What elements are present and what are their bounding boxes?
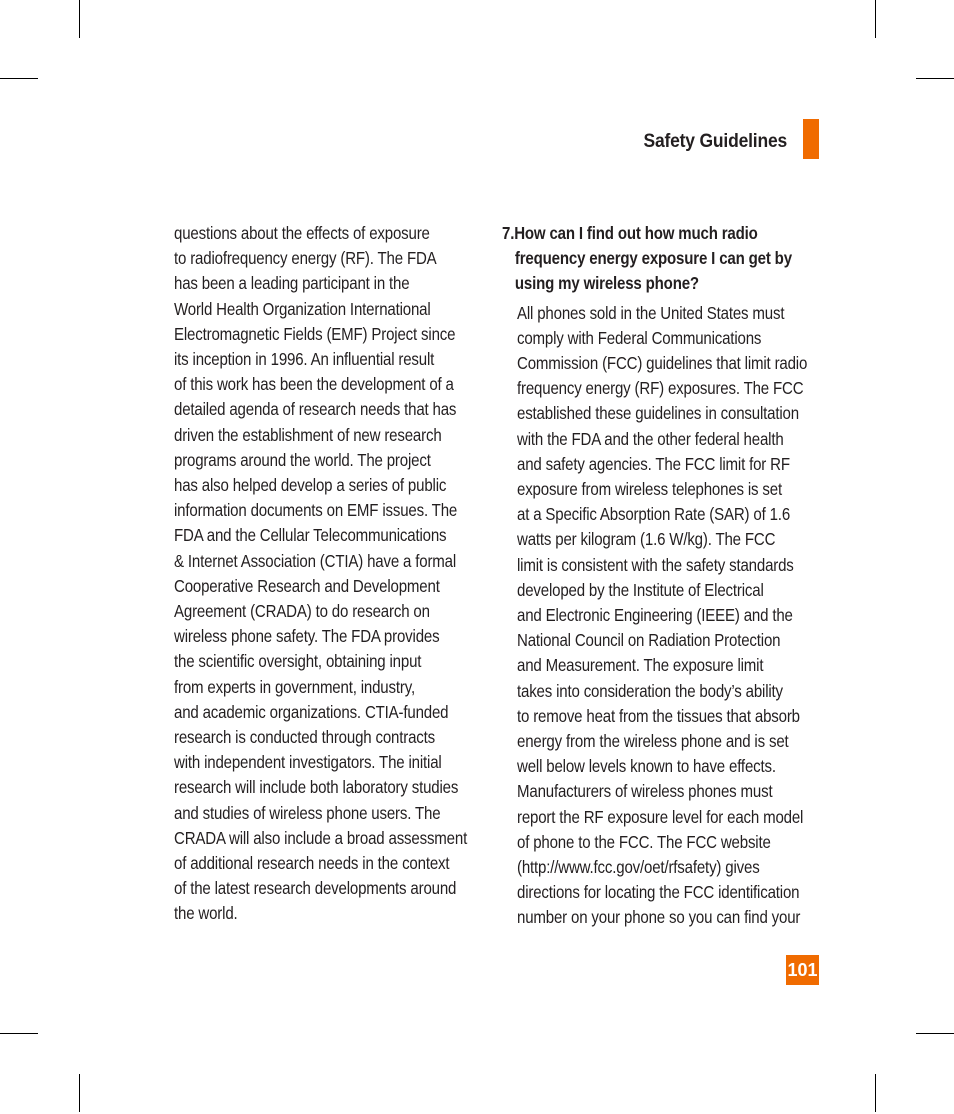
question-text-line: 7.How can I find out how much radio bbox=[502, 223, 758, 243]
answer-text-line: number on your phone so you can find your bbox=[517, 907, 801, 928]
answer-text-line: frequency energy (RF) exposures. The FCC bbox=[517, 378, 804, 399]
body-text-line: driven the establishment of new research bbox=[174, 424, 442, 445]
answer-text-line: report the RF exposure level for each model bbox=[517, 806, 804, 827]
answer-text-line: and Measurement. The exposure limit bbox=[517, 655, 764, 676]
crop-mark bbox=[875, 1074, 876, 1112]
body-text-line: research will include both laboratory studies bbox=[174, 777, 459, 798]
answer-text-line: energy from the wireless phone and is set bbox=[517, 731, 789, 752]
answer-text-line: well below levels known to have effects. bbox=[517, 756, 776, 777]
body-text-line: World Health Organization International bbox=[174, 298, 431, 319]
answer-text-line: Manufacturers of wireless phones must bbox=[517, 781, 773, 802]
answer-text-line: limit is consistent with the safety standards bbox=[517, 554, 794, 575]
crop-mark bbox=[79, 1074, 80, 1112]
body-text-line: of additional research needs in the context bbox=[174, 853, 450, 874]
answer-text-line: Commission (FCC) guidelines that limit radio bbox=[517, 353, 808, 374]
answer-text-line: takes into consideration the body’s ability bbox=[517, 680, 783, 701]
body-text-line: of this work has been the development of a bbox=[174, 374, 454, 395]
answer-text-line: exposure from wireless telephones is set bbox=[517, 479, 782, 500]
body-text-line: wireless phone safety. The FDA provides bbox=[174, 626, 440, 647]
body-text-line: & Internet Association (CTIA) have a formal bbox=[174, 550, 457, 571]
right-text-column bbox=[502, 221, 822, 931]
crop-mark bbox=[916, 78, 954, 79]
body-text-line: questions about the effects of exposure bbox=[174, 223, 430, 243]
body-text-line: Electromagnetic Fields (EMF) Project since bbox=[174, 323, 456, 344]
crop-mark bbox=[0, 78, 38, 79]
body-text-line: research is conducted through contracts bbox=[174, 727, 435, 748]
body-text-line: has been a leading participant in the bbox=[174, 273, 410, 294]
answer-text-line: established these guidelines in consultation bbox=[517, 403, 799, 424]
section-tab-marker bbox=[803, 119, 819, 159]
body-text-line: and studies of wireless phone users. The bbox=[174, 802, 441, 823]
body-text-line: to radiofrequency energy (RF). The FDA bbox=[174, 248, 437, 269]
answer-text-line: and safety agencies. The FCC limit for RF bbox=[517, 453, 790, 474]
answer-text-line: comply with Federal Communications bbox=[517, 327, 762, 348]
crop-mark bbox=[875, 0, 876, 38]
body-text-line: of the latest research developments around bbox=[174, 878, 457, 899]
question-text-line: using my wireless phone? bbox=[514, 273, 699, 294]
body-text-line: Cooperative Research and Development bbox=[174, 575, 440, 596]
body-text-line: CRADA will also include a broad assessment bbox=[174, 827, 468, 848]
body-text-line: information documents on EMF issues. The bbox=[174, 500, 458, 521]
answer-text-line: directions for locating the FCC identification bbox=[517, 882, 800, 903]
page-number: 101 bbox=[786, 955, 819, 985]
question-text-line: frequency energy exposure I can get by bbox=[514, 248, 792, 269]
body-text-line: the world. bbox=[174, 903, 238, 924]
faq-question bbox=[502, 221, 822, 297]
answer-text-line: and Electronic Engineering (IEEE) and the bbox=[517, 605, 793, 626]
body-text-line: FDA and the Cellular Telecommunications bbox=[174, 525, 447, 546]
answer-text-line: developed by the Institute of Electrical bbox=[517, 579, 764, 600]
body-text-line: and academic organizations. CTIA-funded bbox=[174, 701, 449, 722]
faq-answer bbox=[502, 301, 822, 931]
section-title: Safety Guidelines bbox=[643, 131, 787, 152]
body-text-line: its inception in 1996. An influential result bbox=[174, 349, 435, 370]
crop-mark bbox=[0, 1033, 38, 1034]
answer-text-line: of phone to the FCC. The FCC website bbox=[517, 831, 771, 852]
answer-text-line: National Council on Radiation Protection bbox=[517, 630, 781, 651]
answer-text-line: watts per kilogram (1.6 W/kg). The FCC bbox=[517, 529, 776, 550]
crop-mark bbox=[79, 0, 80, 38]
body-text-line: from experts in government, industry, bbox=[174, 676, 415, 697]
body-text-line: the scientific oversight, obtaining input bbox=[174, 651, 422, 672]
answer-text-line: to remove heat from the tissues that absorb bbox=[517, 705, 800, 726]
body-text-line: Agreement (CRADA) to do research on bbox=[174, 601, 430, 622]
body-text-line: detailed agenda of research needs that has bbox=[174, 399, 457, 420]
body-text-line: with independent investigators. The initial bbox=[174, 752, 442, 773]
answer-text-line: at a Specific Absorption Rate (SAR) of 1.6 bbox=[517, 504, 791, 525]
body-text-line: has also helped develop a series of public bbox=[174, 475, 447, 496]
answer-text-line: All phones sold in the United States must bbox=[517, 302, 785, 323]
answer-text-line: with the FDA and the other federal health bbox=[517, 428, 784, 449]
crop-mark bbox=[916, 1033, 954, 1034]
body-text-line: programs around the world. The project bbox=[174, 449, 431, 470]
left-text-column bbox=[174, 221, 484, 927]
answer-text-line: (http://www.fcc.gov/oet/rfsafety) gives bbox=[517, 857, 760, 878]
